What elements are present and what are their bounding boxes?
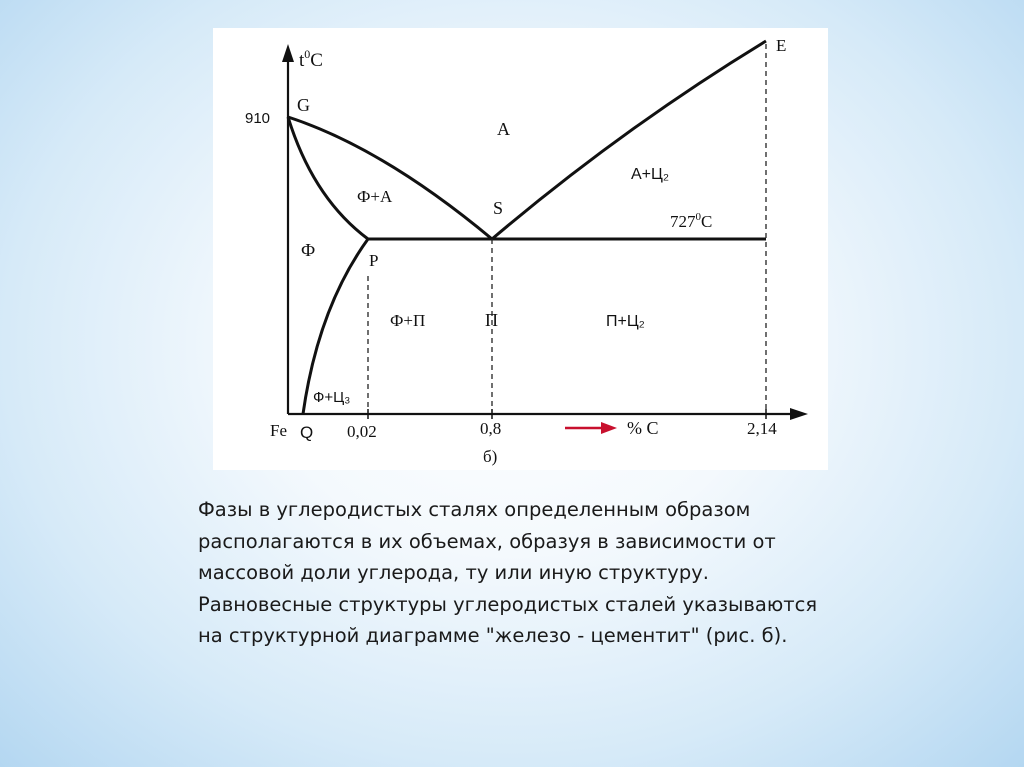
region-label-a-c2: А+Ц₂ [631,166,670,183]
x-axis-arrowhead [790,408,808,420]
iron-cementite-diagram [213,28,828,470]
region-label-f-c3: Ф+Ц₃ [313,389,351,406]
curve-SE [492,41,766,239]
region-label-f: Ф [301,240,316,260]
point-label-s: S [493,198,504,218]
point-label-e: E [776,36,787,55]
y-axis-arrowhead [282,44,294,62]
point-label-q: Q [300,423,314,442]
curve-PQ [303,239,368,414]
region-label-p-c2: П+Ц₂ [606,313,645,330]
tick-label-910: 910 [245,110,271,127]
point-label-p: P [369,251,379,270]
figure-label: б) [483,447,498,466]
point-label-g: G [297,95,310,115]
region-label-a: A [497,119,510,139]
curve-GP [288,117,368,239]
origin-label-fe: Fe [270,421,287,440]
diagram-svg [213,28,828,470]
curve-GS [288,117,492,239]
tick-label-08: 0,8 [480,419,502,438]
region-label-p: П [485,310,498,330]
temperature-label-727: $727^0C$ [670,211,713,231]
caption-paragraph: Фазы в углеродистых сталях определенным образом располагаются в их объемах, образуя в зависимости от массовой доли углерода, ту или иную структуру. Равновесные структуры углеродистых сталей указываются на структурной диаграмме "железо - цементит" (рис. б). [198,498,818,647]
region-label-f-p: Ф+П [390,311,426,330]
y-axis-label: $t^0C$ [299,47,323,71]
region-label-f-a: Ф+А [357,187,393,206]
x-axis-label: % C [627,418,659,438]
tick-label-214: 2,14 [747,419,777,438]
direction-arrow-head [601,422,617,434]
tick-label-002: 0,02 [347,422,377,441]
